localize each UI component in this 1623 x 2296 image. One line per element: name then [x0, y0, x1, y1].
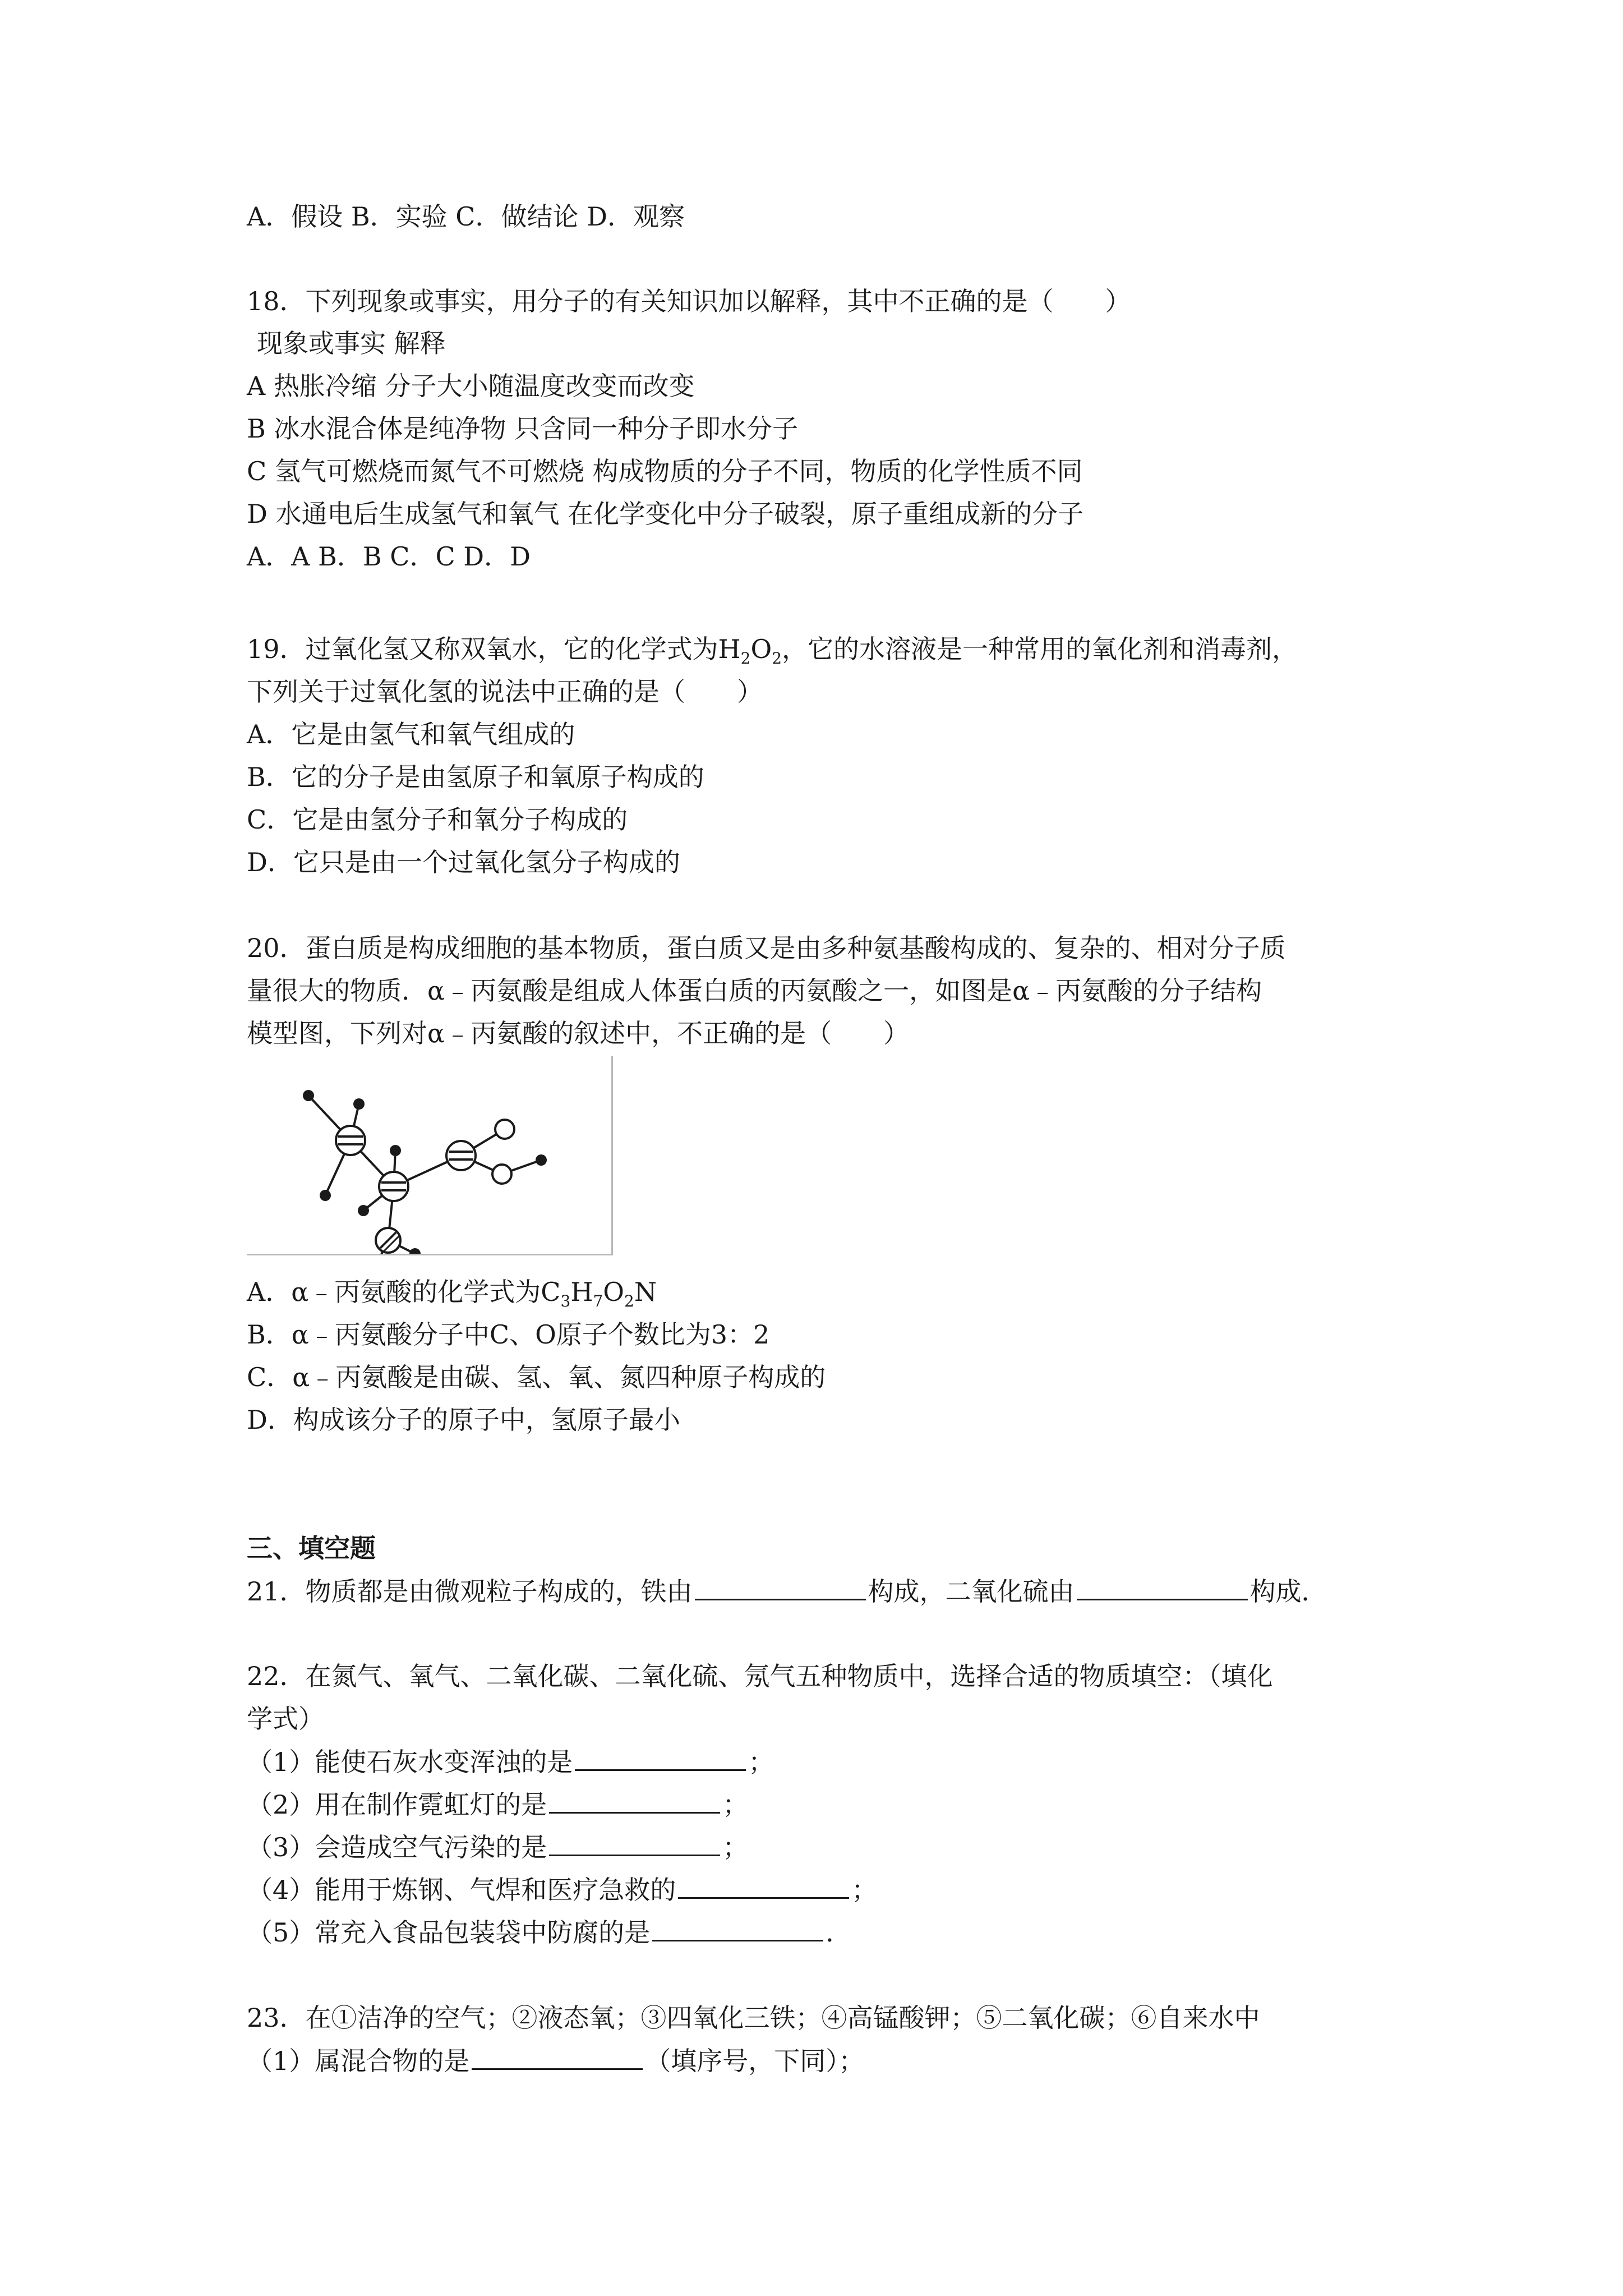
q19-option-a: A．它是由氢气和氧气组成的 [247, 719, 575, 749]
q20-option-d: D．构成该分子的原子中，氢原子最小 [247, 1405, 680, 1435]
hydrogen-atom [536, 1154, 547, 1166]
q22-stem-line2: 学式） [247, 1704, 324, 1734]
oxygen-atom [495, 1120, 514, 1139]
q22-blank-5 [652, 1915, 823, 1941]
q20-option-b: B．α﹣丙氨酸分子中C、O原子个数比为3：2 [247, 1319, 770, 1350]
molecule-diagram [247, 1056, 611, 1254]
q23-stem: 23．在①洁净的空气；②液态氧；③四氧化三铁；④高锰酸钾；⑤二氧化碳；⑥自来水中 [247, 2003, 1260, 2033]
q22-blank-4 [678, 1872, 849, 1899]
q20-option-c: C．α﹣丙氨酸是由碳、氢、氧、氮四种原子构成的 [247, 1362, 826, 1392]
hydrogen-atom [409, 1248, 421, 1254]
q23-item-1: （1）属混合物的是 （填序号，下同）； [247, 2044, 864, 2078]
q22-item-5: （5）常充入食品包装袋中防腐的是 ． [247, 1915, 851, 1949]
q18-row-b: B 冰水混合体是纯净物 只含同一种分子即水分子 [247, 413, 799, 444]
q21-blank-1 [695, 1574, 866, 1600]
q19-stem-line1: 19．过氧化氢又称双氧水，它的化学式为$H_2O_2$，它的水溶液是一种常用的氧化剂和消毒剂， [247, 634, 1298, 668]
q19-option-d: D．它只是由一个过氧化氢分子构成的 [247, 847, 680, 877]
alanine-molecule-model [247, 1056, 613, 1255]
hydrogen-atom [320, 1190, 331, 1201]
q22-blank-2 [549, 1787, 720, 1814]
q19-stem-line2: 下列关于过氧化氢的说法中正确的是（ ） [247, 677, 763, 707]
q20-stem-line3: 模型图，下列对α﹣丙氨酸的叙述中，不正确的是（ ） [247, 1018, 910, 1048]
q18-row-c: C 氢气可燃烧而氮气不可燃烧 构成物质的分子不同，物质的化学性质不同 [247, 456, 1083, 486]
q19-option-c: C．它是由氢分子和氧分子构成的 [247, 804, 628, 835]
q21-blank-2 [1077, 1574, 1248, 1600]
q22-item-4: （4）能用于炼钢、气焊和医疗急救的 ； [247, 1872, 877, 1907]
q22-blank-3 [549, 1830, 720, 1856]
section-3-title: 三、填空题 [247, 1533, 376, 1563]
nitrogen-atom [376, 1228, 400, 1253]
q18-row-d: D 水通电后生成氢气和氧气 在化学变化中分子破裂，原子重组成新的分子 [247, 499, 1084, 529]
q19-option-b: B．它的分子是由氢原子和氧原子构成的 [247, 762, 704, 792]
q18-table-header: 现象或事实 解释 [257, 328, 446, 358]
q20-stem-line2: 量很大的物质．α﹣丙氨酸是组成人体蛋白质的丙氨酸之一，如图是α﹣丙氨酸的分子结构 [247, 976, 1262, 1006]
oxygen-atom [492, 1165, 511, 1184]
q22-blank-1 [575, 1745, 746, 1771]
q18-stem: 18．下列现象或事实，用分子的有关知识加以解释，其中不正确的是（ ） [247, 286, 1131, 316]
carbon-atom [446, 1141, 476, 1170]
q18-options: A．A B．B C．C D．D [247, 541, 531, 572]
hydrogen-atom [358, 1205, 369, 1216]
q18-row-a: A 热胀冷缩 分子大小随温度改变而改变 [247, 371, 695, 401]
hydrogen-atom [390, 1145, 401, 1156]
q17-options: A．假设 B．实验 C．做结论 D．观察 [247, 201, 685, 232]
q20-stem-line1: 20．蛋白质是构成细胞的基本物质，蛋白质又是由多种氨基酸构成的、复杂的、相对分子质 [247, 933, 1286, 963]
q22-stem-line1: 22．在氮气、氧气、二氧化碳、二氧化硫、氖气五种物质中，选择合适的物质填空：（填化 [247, 1661, 1273, 1691]
carbon-atom [336, 1126, 365, 1155]
q23-blank-1 [472, 2044, 643, 2070]
q20-option-a: A．α﹣丙氨酸的化学式为$C_3H_7O_2N$ [247, 1277, 657, 1311]
q22-item-1: （1）能使石灰水变浑浊的是 ； [247, 1745, 774, 1779]
hydrogen-atom [353, 1098, 365, 1110]
q22-item-3: （3）会造成空气污染的是 ； [247, 1830, 748, 1864]
q21: 21．物质都是由微观粒子构成的，铁由 构成，二氧化硫由 构成． [247, 1574, 1327, 1608]
hydrogen-atom [303, 1090, 314, 1101]
q22-item-2: （2）用在制作霓虹灯的是 ； [247, 1787, 748, 1821]
carbon-atom [379, 1172, 408, 1201]
